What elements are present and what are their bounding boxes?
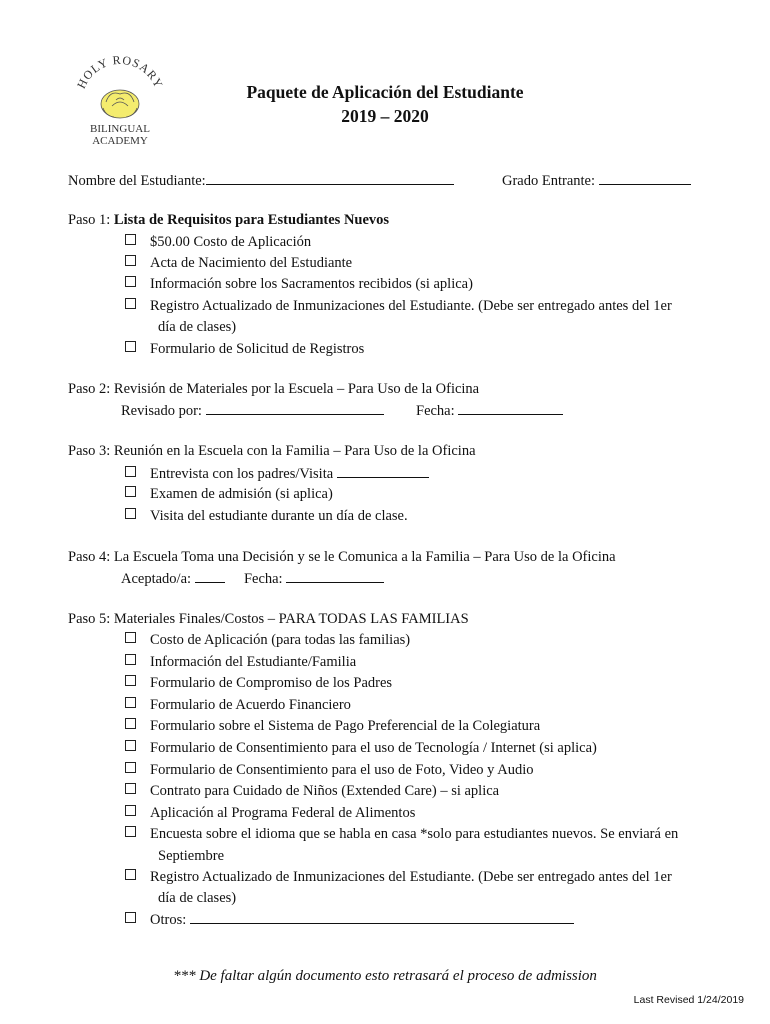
checkbox[interactable] [125, 826, 136, 837]
list-item [125, 673, 392, 694]
list-item [125, 652, 356, 673]
checkbox[interactable] [125, 255, 136, 266]
checkbox[interactable] [125, 869, 136, 880]
list-item [125, 339, 364, 360]
list-item [125, 232, 311, 253]
revision-date: Last Revised 1/24/2019 [633, 994, 744, 1006]
step3-heading: Paso 3: Reunión en la Escuela con la Familia – Para Uso de la Oficina [68, 443, 476, 459]
list-item [125, 630, 410, 651]
date-label: Fecha: [243, 571, 283, 587]
title-year: 2019 – 2020 [341, 106, 429, 126]
item-label: Información sobre los Sacramentos recibidos (si aplica) [150, 276, 473, 292]
checkbox[interactable] [125, 740, 136, 751]
list-item [125, 695, 351, 716]
checkbox[interactable] [125, 697, 136, 708]
grade-row [502, 170, 691, 192]
item-label: Contrato para Cuidado de Niños (Extended Care) – si aplica [150, 783, 500, 799]
step4-heading: Paso 4: La Escuela Toma una Decisión y se le Comunica a la Familia – Para Uso de la Oficina [68, 549, 616, 565]
step2-heading: Paso 2: Revisión de Materiales por la Escuela – Para Uso de la Oficina [68, 381, 480, 397]
others-field[interactable] [190, 909, 574, 924]
list-item [125, 296, 672, 317]
accepted-label: Aceptado/a: [121, 571, 192, 587]
student-name-field[interactable] [206, 170, 454, 185]
logo-line2: ACADEMY [92, 135, 148, 147]
checkbox[interactable] [125, 508, 136, 519]
grade-field[interactable] [599, 170, 691, 185]
item-label: $50.00 Costo de Aplicación [150, 234, 312, 250]
list-item [125, 274, 473, 295]
item-label: Formulario de Consentimiento para el uso de Tecnología / Internet (si aplica) [150, 740, 597, 756]
student-name-row [68, 170, 454, 192]
item-label: Formulario de Compromiso de los Padres [150, 675, 393, 691]
reviewed-row [121, 400, 384, 422]
checkbox[interactable] [125, 234, 136, 245]
title-text: Paquete de Aplicación del Estudiante [246, 82, 524, 102]
checkbox[interactable] [125, 466, 136, 477]
checkbox[interactable] [125, 675, 136, 686]
item-label: Formulario de Acuerdo Financiero [150, 697, 351, 713]
checkbox[interactable] [125, 912, 136, 923]
list-item [125, 824, 678, 845]
item-label: Formulario de Consentimiento para el uso de Foto, Video y Audio [150, 762, 534, 778]
checkbox[interactable] [125, 486, 136, 497]
step2-date-row [416, 400, 563, 422]
item-label: Encuesta sobre el idioma que se habla en casa *solo para estudiantes nuevos. Se enviará en [150, 826, 679, 842]
list-item [125, 803, 415, 824]
item-continuation: día de clases) [158, 319, 237, 335]
date-field[interactable] [458, 400, 563, 415]
reviewed-label: Revisado por: [121, 403, 202, 419]
list-item [125, 760, 533, 781]
item-label: Aplicación al Programa Federal de Alimentos [150, 805, 416, 821]
logo-arc-text: HOLY ROSARY [73, 52, 167, 91]
checkbox[interactable] [125, 654, 136, 665]
item-label: Registro Actualizado de Inmunizaciones del Estudiante. (Debe ser entregado antes del 1er [150, 298, 672, 314]
list-item [125, 506, 408, 527]
item-label: Información del Estudiante/Familia [150, 654, 357, 670]
accepted-row [121, 568, 384, 590]
date-field[interactable] [286, 568, 384, 583]
item-label: Registro Actualizado de Inmunizaciones del Estudiante. (Debe ser entregado antes del 1er [150, 869, 672, 885]
checkbox[interactable] [125, 276, 136, 287]
checkbox[interactable] [125, 718, 136, 729]
item-label: Costo de Aplicación (para todas las familias) [150, 632, 411, 648]
checkbox[interactable] [125, 805, 136, 816]
item-label: Acta de Nacimiento del Estudiante [150, 255, 353, 271]
reviewed-field[interactable] [206, 400, 384, 415]
checkbox[interactable] [125, 632, 136, 643]
step5-heading: Paso 5: Materiales Finales/Costos – PARA TODAS LAS FAMILIAS [68, 611, 469, 627]
list-item [125, 867, 672, 888]
item-continuation: día de clases) [158, 890, 237, 906]
list-item [125, 253, 352, 274]
list-item [125, 716, 540, 737]
visit-field[interactable] [337, 463, 429, 478]
grade-label: Grado Entrante: [502, 173, 596, 189]
item-label: Visita del estudiante durante un día de clase. [150, 508, 408, 524]
list-item [125, 909, 574, 931]
list-item [125, 738, 597, 759]
step1-title: Lista de Requisitos para Estudiantes Nuevos [113, 212, 390, 228]
checkbox[interactable] [125, 762, 136, 773]
footer-note: *** De faltar algún documento esto retrasará el proceso de admission [173, 968, 597, 984]
checkbox[interactable] [125, 298, 136, 309]
list-item [125, 781, 499, 802]
student-name-label: Nombre del Estudiante: [68, 173, 206, 189]
step1-heading [68, 210, 389, 231]
item-continuation: Septiembre [158, 848, 225, 864]
item-label: Formulario de Solicitud de Registros [150, 341, 365, 357]
step1-prefix: Paso 1: [68, 212, 114, 228]
item-label: Entrevista con los padres/Visita [150, 466, 334, 482]
accepted-field[interactable] [195, 568, 225, 583]
item-label: Examen de admisión (si aplica) [150, 486, 333, 502]
checkbox[interactable] [125, 783, 136, 794]
checkbox[interactable] [125, 341, 136, 352]
item-label: Otros: [150, 912, 187, 928]
document-title [0, 80, 770, 128]
logo-line1: BILINGUAL [90, 123, 150, 135]
item-label: Formulario sobre el Sistema de Pago Preferencial de la Colegiatura [150, 718, 541, 734]
list-item [125, 484, 333, 505]
list-item [125, 463, 429, 485]
date-label: Fecha: [416, 403, 455, 419]
